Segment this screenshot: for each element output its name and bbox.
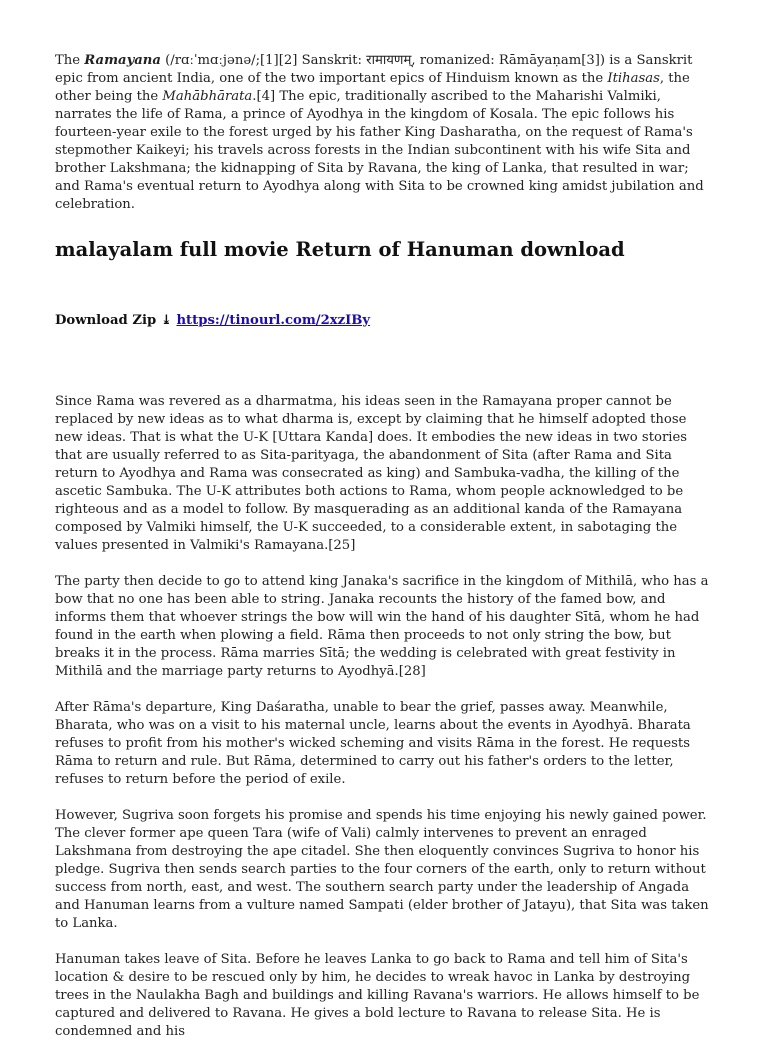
body-paragraph: Since Rama was revered as a dharmatma, his ideas seen in the Ramayana proper cannot be replaced by new ideas as to what dharma is, except by claiming that he himself adopted those new ideas. That is what the U-K [Uttara Kanda] does. It embodies the new ideas in two stories that are usually referred to as Sita-parityaga, the abandonment of Sita (after Rama and Sita return to Ayodhya and Rama was consecrated as king) and Sambuka-vadha, the killing of the ascetic Sambuka. The U-K attributes both actions to Rama, whom people acknowledged to be righteous and as a model to follow. By masquerading as an additional kanda of the Ramayana composed by Valmiki himself, the U-K succeeded, to a considerable extent, in sabotaging the values presented in Valmiki's Ramayana.[25] xyxy=(55,394,688,553)
sanskrit-name: रामायणम् xyxy=(366,53,412,68)
intro-text-1: (/rɑːˈmɑːjənə/;[1][2] Sanskrit: xyxy=(160,53,367,68)
intro-text-3: , the other being the xyxy=(55,71,690,104)
body-paragraph: After Rāma's departure, King Daśaratha, unable to bear the grief, passes away. Meanwhile, Bharata, who was on a visit to his maternal uncle, learns about the events in Ayodhyā. Bharata refuses to profit from his mother's wicked scheming and visits Rāma in the forest. He requests Rāma to return and rule. But Rāma, determined to carry out his father's orders to the letter, refuses to return before the period of exile. xyxy=(55,700,691,787)
intro-paragraph xyxy=(55,52,717,214)
download-link[interactable]: https://tinourl.com/2xzIBy xyxy=(176,313,371,328)
intro-lead: The xyxy=(55,53,85,68)
download-row xyxy=(55,312,717,330)
page-heading: malayalam full movie Return of Hanuman download xyxy=(55,238,625,261)
intro-text-4: .[4] The epic, traditionally ascribed to the Maharishi Valmiki, narrates the life of Rama, a prince of Ayodhya in the kingdom of Kosala. The epic follows his fourteen-year exile to the forest urged by his father King Dasharatha, on the request of Rama's stepmother Kaikeyi; his travels across forests in the Indian subcontinent with his wife Sita and brother Lakshmana; the kidnapping of Sita by Ravana, the king of Lanka, that resulted in war; and Rama's eventual return to Ayodhya along with Sita to be crowned king amidst jubilation and celebration. xyxy=(55,89,704,212)
download-icon: ⤓ xyxy=(160,313,172,328)
itihasas-term: Itihasas xyxy=(607,71,660,86)
mahabharata-term: Mahābhārata xyxy=(162,89,253,104)
download-label: Download Zip xyxy=(55,313,157,328)
intro-text-2: , romanized: Rāmāyaṇam[3]) is a Sanskrit epic from ancient India, one of the two important epics of Hinduism known as the xyxy=(55,53,693,86)
article-body xyxy=(55,393,717,1041)
body-paragraph: However, Sugriva soon forgets his promise and spends his time enjoying his newly gained power. The clever former ape queen Tara (wife of Vali) calmly intervenes to prevent an enraged Lakshmana from destroying the ape citadel. She then eloquently convinces Sugriva to honor his pledge. Sugriva then sends search parties to the four corners of the earth, only to return without success from north, east, and west. The southern search party under the leadership of Angada and Hanuman learns from a vulture named Sampati (elder brother of Jatayu), that Sita was taken to Lanka. xyxy=(55,808,709,931)
ramayana-title: Ramayana xyxy=(84,53,161,68)
body-paragraph: Hanuman takes leave of Sita. Before he leaves Lanka to go back to Rama and tell him of Sita's location & desire to be rescued only by him, he decides to wreak havoc in Lanka by destroying trees in the Naulakha Bagh and buildings and killing Ravana's warriors. He allows himself to be captured and delivered to Ravana. He gives a bold lecture to Ravana to release Sita. He is condemned and his xyxy=(55,952,700,1039)
document-page xyxy=(55,52,717,1059)
body-paragraph: The party then decide to go to attend king Janaka's sacrifice in the kingdom of Mithilā, who has a bow that no one has been able to string. Janaka recounts the history of the famed bow, and informs them that whoever strings the bow will win the hand of his daughter Sītā, whom he had found in the earth when plowing a field. Rāma then proceeds to not only string the bow, but breaks it in the process. Rāma marries Sītā; the wedding is celebrated with great festivity in Mithilā and the marriage party returns to Ayodhyā.[28] xyxy=(55,574,709,679)
